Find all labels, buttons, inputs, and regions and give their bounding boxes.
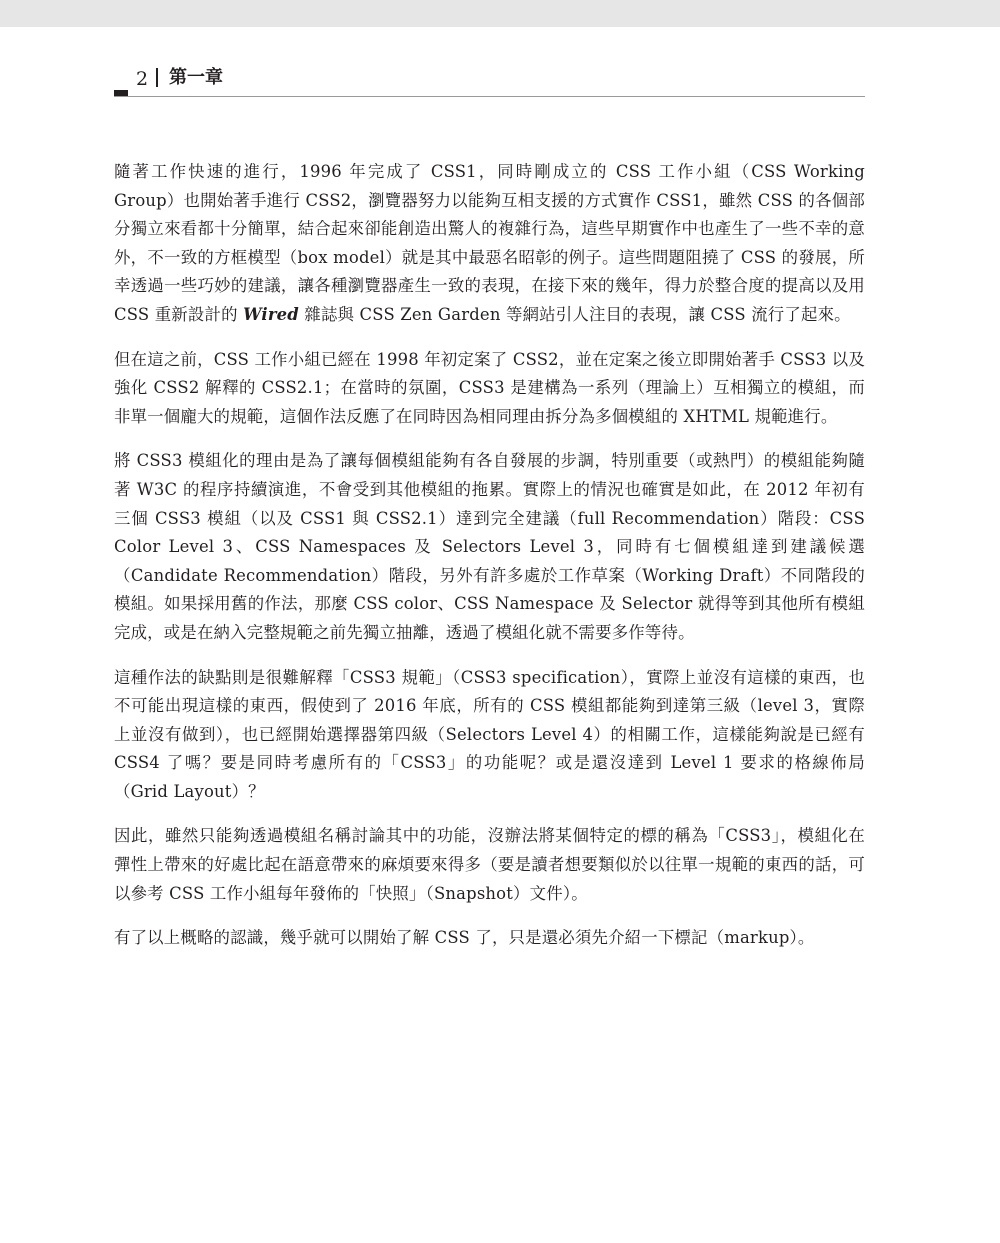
page-number: 2 xyxy=(136,68,149,90)
paragraph-text: 但在這之前，CSS 工作小組已經在 1998 年初定案了 CSS2，並在定案之後立即開始著手 CSS3 以及強化 CSS2 解釋的 CSS2.1；在當時的氛圍，CSS3 是建構為一系列（理論上）互相獨立的模組，而非單一個龐大的規範，這個作法反應了在同時因為相同理由拆分為多個模組的 XHTML 規範進行。 xyxy=(114,349,865,426)
paragraph-6 xyxy=(114,924,865,953)
paragraph-4 xyxy=(114,664,865,807)
header-separator xyxy=(156,68,158,87)
body-text xyxy=(114,158,865,969)
paragraph-2 xyxy=(114,346,865,432)
paragraph-5 xyxy=(114,822,865,908)
paragraph-text: 因此，雖然只能夠透過模組名稱討論其中的功能，沒辦法將某個特定的標的稱為「CSS3」，模組化在彈性上帶來的好處比起在語意帶來的麻煩要來得多（要是讀者想要類似於以往單一規範的東西的話，可以參考 CSS 工作小組每年發佈的「快照」（Snapshot）文件）。 xyxy=(114,826,865,903)
paragraph-text: 將 CSS3 模組化的理由是為了讓每個模組能夠有各自發展的步調，特別重要（或熱門）的模組能夠隨著 W3C 的程序持續演進，不會受到其他模組的拖累。實際上的情況也確實是如此，在 2012 年初有三個 CSS3 模組（以及 CSS1 與 CSS2.1）達到完全建議（full Recommendation）階段：CSS Color Level 3、CSS Namespaces 及 Selectors Level 3，同時有七個模組達到建議候選（Candidate Recommendation）階段，另外有許多處於工作草案（Working Draft）不同階段的模組。如果採用舊的作法，那麼 CSS color、CSS Namespace 及 Selector 就得等到其他所有模組完成，或是在納入完整規範之前先獨立抽離，透過了模組化就不需要多作等待。 xyxy=(114,451,865,642)
paragraph-text: 隨著工作快速的進行，1996 年完成了 CSS1，同時剛成立的 CSS 工作小組（CSS Working Group）也開始著手進行 CSS2，瀏覽器努力以能夠互相支援的方式實作 CSS1，雖然 CSS 的各個部分獨立來看都十分簡單，結合起來卻能創造出驚人的複雜行為，這些早期實作中也產生了一些不幸的意外，不一致的方框模型（box model）就是其中最惡名昭彰的例子。這些問題阻撓了 CSS 的發展，所幸透過一些巧妙的建議，讓各種瀏覽器產生一致的表現，在接下來的幾年，得力於整合度的提高以及用 CSS 重新設計的 xyxy=(114,162,865,324)
paragraph-1 xyxy=(114,158,865,330)
paragraph-text: 這種作法的缺點則是很難解釋「CSS3 規範」（CSS3 specification），實際上並沒有這樣的東西，也不可能出現這樣的東西，假使到了 2016 年底，所有的 CSS 模組都能夠到達第三級（level 3，實際上並沒有做到），也已經開始選擇器第四級（Selectors Level 4）的相關工作，這樣能夠說是已經有 CSS4 了嗎？要是同時考慮所有的「CSS3」的功能呢？或是還沒達到 Level 1 要求的格線佈局（Grid Layout）？ xyxy=(114,667,865,801)
chapter-title: 第一章 xyxy=(169,67,223,88)
magazine-title: Wired xyxy=(243,304,299,324)
header-marker xyxy=(114,90,128,96)
paragraph-3 xyxy=(114,447,865,647)
paragraph-text: 有了以上概略的認識，幾乎就可以開始了解 CSS 了，只是還必須先介紹一下標記（markup）。 xyxy=(114,928,815,948)
running-header xyxy=(114,66,865,97)
paragraph-text: 雜誌與 CSS Zen Garden 等網站引人注目的表現，讓 CSS 流行了起來。 xyxy=(298,304,851,324)
top-margin-band xyxy=(0,0,1000,27)
